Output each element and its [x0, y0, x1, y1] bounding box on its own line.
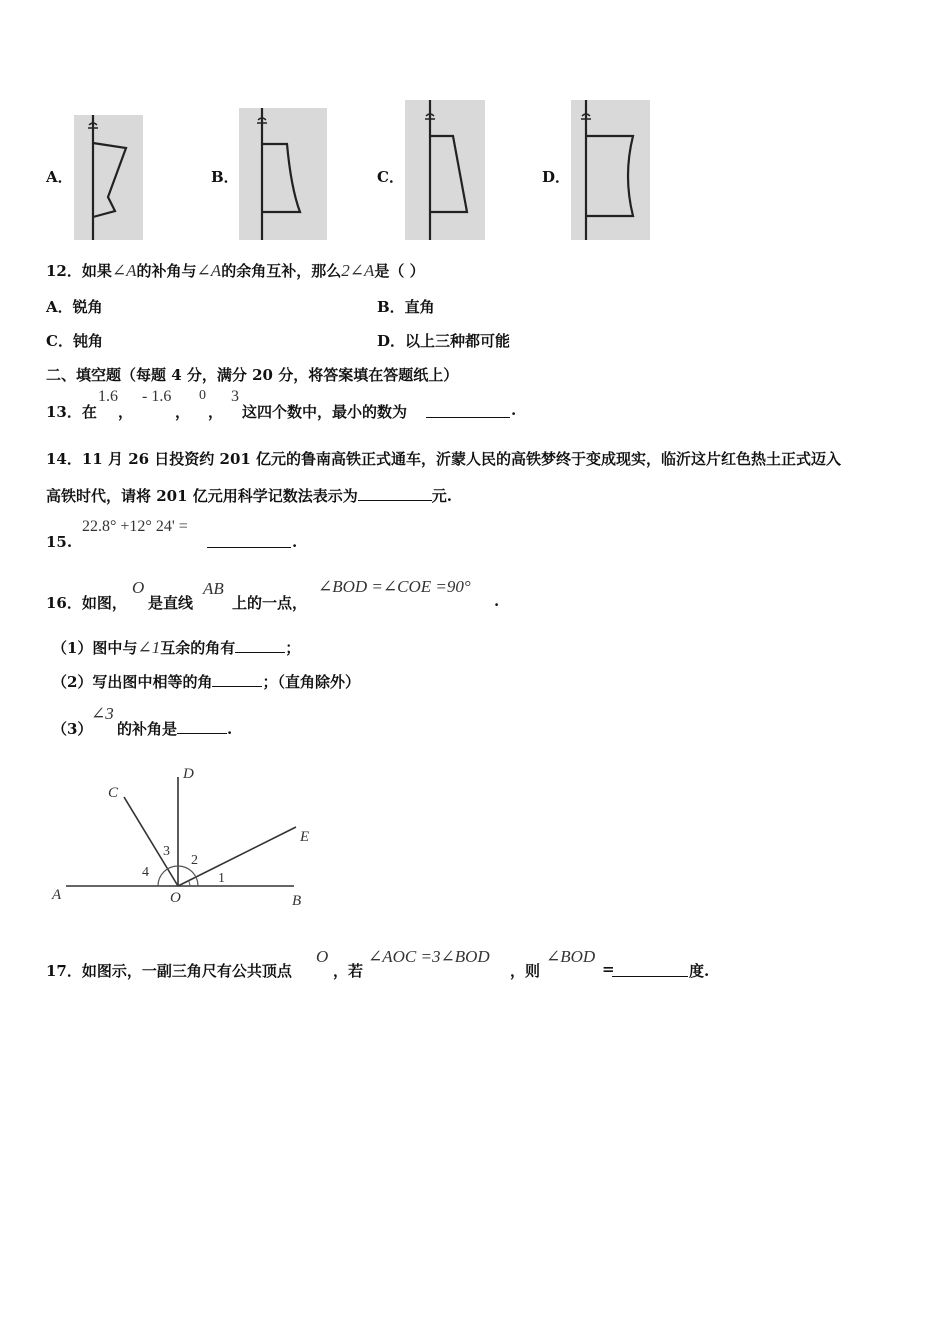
- q16-figure: [40, 755, 320, 915]
- q17-angle-bod: ∠BOD: [546, 947, 596, 966]
- q13-comma-3: ，: [208, 403, 224, 421]
- q14-answer-blank: [358, 486, 432, 501]
- q12-option-c: C．钝角: [46, 332, 103, 350]
- q12-text-4: 是（ ）: [374, 262, 425, 280]
- q13-value-4: 3: [231, 388, 239, 405]
- q16-sub-3: [117, 718, 232, 739]
- q17-end: 度.: [689, 962, 710, 980]
- q15-expression: 22.8° +12° 24' =: [82, 518, 188, 535]
- q16-sub-3-label: （3）: [52, 720, 93, 738]
- q12-stem: [46, 260, 425, 281]
- q16-number: 16．如图，: [46, 594, 127, 612]
- q13-text: 这四个数中，最小的数为: [242, 403, 408, 421]
- label-o: O: [170, 890, 181, 906]
- q12-double-angle: 2∠A: [341, 261, 375, 280]
- q15-answer-blank: [207, 533, 291, 548]
- q16-sub-3-angle: ∠3: [91, 704, 114, 723]
- label-b: B: [292, 893, 302, 909]
- q16-sub-3-end: .: [227, 720, 233, 738]
- q16-sub-2-end: ；（直角除外）: [262, 673, 360, 691]
- q16-sub-1-text-b: 互余的角有: [160, 639, 236, 657]
- q16-sub-3-blank: [177, 719, 227, 734]
- q12-text-3: 的余角互补，那么: [221, 262, 342, 280]
- label-angle-1: 1: [218, 871, 225, 886]
- q13-value-3: 0: [199, 388, 206, 403]
- label-c: C: [108, 785, 119, 801]
- q16-sub-1: [52, 637, 300, 658]
- q11-option-c-figure: [405, 100, 485, 240]
- label-angle-3: 3: [163, 844, 170, 859]
- q11-option-b-drawing: [239, 108, 327, 240]
- q14-line-1: 14．11 月 26 日投资约 201 亿元的鲁南高铁正式通车，沂蒙人民的高铁梦终于变成现实，临沂这片红色热土正式迈入: [46, 450, 842, 468]
- q16-sub-2-text: （2）写出图中相等的角: [52, 673, 213, 691]
- q11-option-c-label: C．: [377, 168, 404, 186]
- q16-text-2: 上的一点，: [232, 594, 308, 612]
- q13-answer-blank: [426, 403, 510, 418]
- q16-sub-3-text: 的补角是: [117, 720, 178, 738]
- q16-sub-1-text-a: （1）图中与: [52, 639, 138, 657]
- q13-value-1: 1.6: [98, 388, 118, 405]
- label-e: E: [300, 829, 310, 845]
- ray-oc: [124, 797, 178, 886]
- label-a: A: [52, 887, 62, 903]
- q11-option-c-drawing: [405, 100, 485, 240]
- q16-end: .: [494, 592, 500, 610]
- q16-line-ab: AB: [203, 579, 224, 598]
- q12-text-2: 的补角与: [136, 262, 197, 280]
- q17-text-2: ，若: [333, 962, 364, 980]
- q11-option-d-drawing: [571, 100, 650, 240]
- label-angle-4: 4: [142, 865, 149, 880]
- section-2-title: 二、填空题（每题 4 分，满分 20 分，将答案填在答题纸上）: [46, 366, 459, 384]
- q13-number: 13．在: [46, 403, 97, 421]
- q17-answer-blank: [612, 962, 688, 977]
- q16-sub-2-blank: [212, 672, 262, 687]
- q14-line-2-text: 高铁时代，请将 201 亿元用科学记数法表示为: [46, 487, 358, 505]
- label-angle-2: 2: [191, 853, 198, 868]
- q14-line-2: [46, 485, 452, 506]
- q11-option-b-label: B．: [211, 168, 239, 186]
- q17-text-1: 17．如图示，一副三角尺有公共顶点: [46, 962, 292, 980]
- q12-angle-a: ∠A: [111, 261, 137, 280]
- q14-end: 元.: [431, 487, 452, 505]
- q16-condition: ∠BOD =∠COE =90°: [318, 577, 471, 596]
- q12-option-d: D．以上三种都可能: [377, 332, 511, 350]
- q17-text-3: ，则: [510, 962, 541, 980]
- q13-comma-2: ，: [175, 403, 191, 421]
- q16-sub-2: [52, 671, 360, 692]
- q17-condition: ∠AOC =3∠BOD: [368, 947, 490, 966]
- q17-point-o: O: [316, 947, 329, 966]
- q13-end: .: [511, 401, 517, 419]
- q15-end: .: [292, 533, 298, 551]
- q15-number: 15.: [46, 533, 73, 551]
- q11-option-d-figure: [571, 100, 650, 240]
- q12-option-a: A．锐角: [46, 298, 103, 316]
- q12-text-1: 如果: [81, 262, 112, 280]
- q11-option-a-drawing: [74, 115, 143, 240]
- q11-option-a-label: A．: [46, 168, 73, 186]
- q16-text-1: 是直线: [148, 594, 194, 612]
- q16-sub-1-end: ；: [285, 639, 301, 657]
- q11-option-b-figure: [239, 108, 327, 240]
- q12-number: 12．: [46, 262, 82, 280]
- q12-option-b: B．直角: [377, 298, 435, 316]
- q16-point-o: O: [132, 578, 145, 597]
- q16-sub-1-blank: [235, 638, 285, 653]
- label-d: D: [183, 766, 194, 782]
- q16-sub-1-angle: ∠1: [137, 638, 161, 657]
- q11-option-a-figure: [74, 115, 143, 240]
- q13-comma-1: ，: [118, 403, 134, 421]
- q11-option-d-label: D．: [542, 168, 571, 186]
- q17-equals: =: [602, 960, 615, 978]
- q12-angle-a-2: ∠A: [196, 261, 222, 280]
- q13-value-2: - 1.6: [142, 388, 172, 405]
